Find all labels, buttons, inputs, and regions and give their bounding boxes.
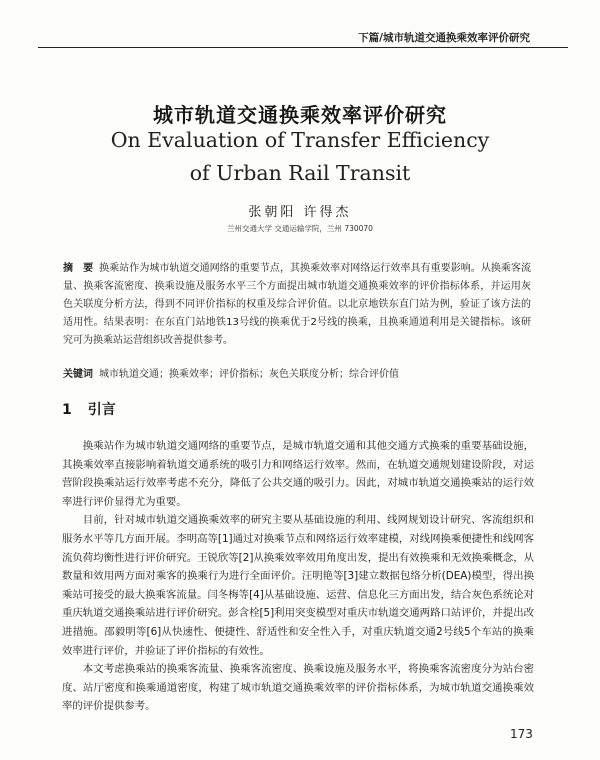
title-english-line-1: On Evaluation of Transfer Efficiency: [110, 128, 490, 152]
paragraph: 目前，针对城市轨道交通换乘效率的研究主要从基础设施的利用、线网规划设计研究、客流组织和服务水平等几方面开展。李明高等[1]通过对换乘节点和网络运行效率建模，对线网换乘便捷性和线网客流负荷均衡性进行评价研究。王锐欣等[2]从换乘效率效用角度出发，提出有效换乘和无效换乘概念，从数量和效用两方面对乘客的换乘行为进行全面评价。汪明艳等[3]建立数据包络分析(DEA)模型，得出换乘站可接受的最大换乘客流量。闫冬梅等[4]从基础设施、运营、信息化三方面出发，结合灰色系统论对重庆轨道交通换乘站进行评价研究。彭含栓[5]利用突变模型对重庆市轨道交通两路口站评价，并提出改进措施。邵毅明等[6]从快速性、便捷性、舒适性和安全性入手，对重庆轨道交通2号线5个车站的换乘效率进行评价，并验证了评价指标的有效性。: [62, 514, 534, 657]
paragraph: 本文考虑换乘站的换乘客流量、换乘客流密度、换乘设施及服务水平，将换乘客流密度分为站台密度、站厅密度和换乘通道密度，构建了城市轨道交通换乘效率的评价指标体系，为城市轨道交通换乘效率的评价提供参考。: [62, 663, 534, 713]
abstract-text: 换乘站作为城市轨道交通网络的重要节点，其换乘效率对网络运行效率具有重要影响。从换乘客流量、换乘客流密度、换乘设施及服务水平三个方面提出城市轨道交通换乘效率的评价指标体系，并运用灰色关联度分析方法，得到不同评价指标的权重及综合评价值。以北京地铁东直门站为例，验证了该方法的适用性。结果表明：在东直门站地铁13号线的换乘优于2号线的换乘，且换乘通道利用是关键指标。该研究可为换乘站运营组织改善提供参考。: [63, 263, 532, 346]
keywords-text: 城市轨道交通；换乘效率；评价指标；灰色关联度分析；综合评价值: [99, 369, 399, 380]
running-header: 下篇/城市轨道交通换乘效率评价研究: [358, 32, 530, 44]
section-number: 1: [62, 402, 72, 418]
title-english-line-2: of Urban Rail Transit: [189, 161, 411, 185]
authors: 张朝阳 许得杰: [248, 205, 352, 220]
page-number: 173: [510, 727, 533, 741]
body-text: [62, 437, 534, 716]
affiliation: 兰州交通大学 交通运输学院，兰州 730070: [227, 224, 373, 233]
paragraph: 换乘站作为城市轨道交通网络的重要节点，是城市轨道交通和其他交通方式换乘的重要基础设施，其换乘效率直接影响着轨道交通系统的吸引力和网络运行效率。然而，在轨道交通规划建设阶段，对运营阶段换乘站运行效率考虑不充分，降低了公共交通的吸引力。因此，对城市轨道交通换乘站的运行效率进行评价显得尤为重要。: [62, 440, 534, 508]
section-title: 引言: [87, 402, 116, 418]
keywords-label: 关键词: [63, 369, 93, 380]
abstract: [63, 260, 531, 350]
header-rule: [38, 47, 568, 48]
abstract-label: 摘 要: [63, 263, 94, 274]
title-chinese: 城市轨道交通换乘效率评价研究: [153, 103, 447, 127]
section-heading: [62, 399, 132, 419]
keywords: [63, 366, 531, 384]
